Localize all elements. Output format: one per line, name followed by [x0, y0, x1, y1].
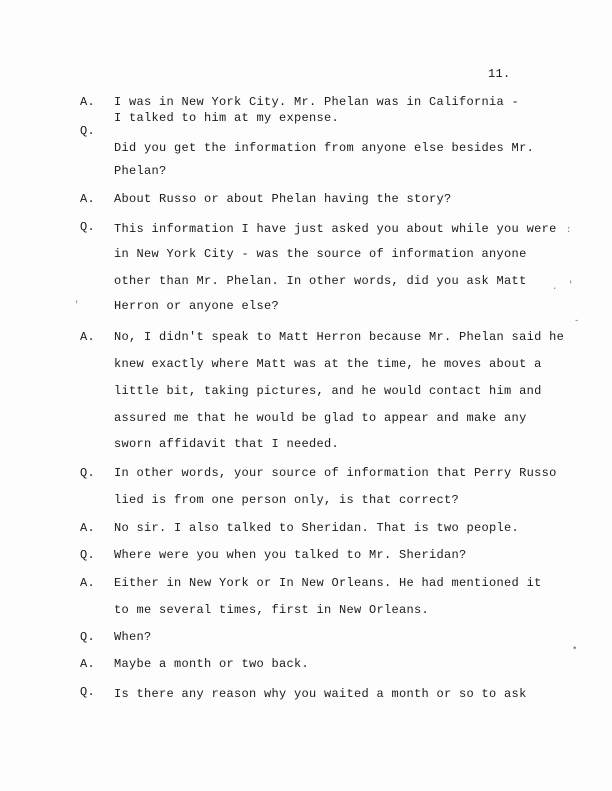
speaker-label: Q. [80, 124, 96, 138]
transcript-line: Where were you when you talked to Mr. Sheridan? [114, 548, 467, 562]
scan-speck: ' [74, 300, 80, 310]
transcript-line: Did you get the information from anyone else besides Mr. [114, 141, 535, 155]
transcript-line: lied is from one person only, is that correct? [114, 493, 460, 507]
transcript-line: Is there any reason why you waited a month or so to ask [114, 687, 527, 701]
speaker-label: Q. [80, 685, 96, 699]
speaker-label: A. [80, 95, 96, 109]
speaker-label: A. [80, 192, 96, 206]
transcript-line: in New York City - was the source of information anyone [114, 247, 527, 261]
transcript-line: When? [114, 630, 152, 644]
speaker-label: A. [80, 657, 96, 671]
scan-speck: ' [568, 280, 574, 290]
transcript-line: About Russo or about Phelan having the story? [114, 192, 452, 206]
transcript-line: No, I didn't speak to Matt Herron because Mr. Phelan said he [114, 330, 565, 344]
speaker-label: A. [80, 330, 96, 344]
speaker-label: Q. [80, 220, 96, 234]
transcript-line: I was in New York City. Mr. Phelan was in California - [114, 95, 520, 109]
transcript-line: In other words, your source of information that Perry Russo [114, 466, 557, 480]
scan-speck: - [574, 316, 580, 326]
transcript-line: assured me that he would be glad to appear and make any [114, 411, 527, 425]
page-number: 11. [488, 67, 511, 81]
scan-speck: : [566, 225, 572, 235]
scan-speck: • [572, 644, 578, 654]
speaker-label: Q. [80, 548, 96, 562]
transcript-line: Herron or anyone else? [114, 299, 280, 313]
transcript-line: knew exactly where Matt was at the time, he moves about a [114, 357, 542, 371]
transcript-line: sworn affidavit that I needed. [114, 437, 340, 451]
transcript-line: other than Mr. Phelan. In other words, did you ask Matt [114, 274, 527, 288]
transcript-line: This information I have just asked you about while you were [114, 222, 557, 236]
transcript-line: Phelan? [114, 164, 167, 178]
transcript-line: No sir. I also talked to Sheridan. That is two people. [114, 521, 520, 535]
transcript-line: I talked to him at my expense. [114, 111, 340, 125]
speaker-label: Q. [80, 466, 96, 480]
speaker-label: A. [80, 521, 96, 535]
scan-speck: . [552, 282, 558, 292]
speaker-label: Q. [80, 630, 96, 644]
transcript-line: to me several times, first in New Orleans. [114, 603, 430, 617]
transcript-line: little bit, taking pictures, and he would contact him and [114, 384, 542, 398]
transcript-line: Either in New York or In New Orleans. He had mentioned it [114, 576, 542, 590]
speaker-label: A. [80, 576, 96, 590]
transcript-line: Maybe a month or two back. [114, 657, 310, 671]
